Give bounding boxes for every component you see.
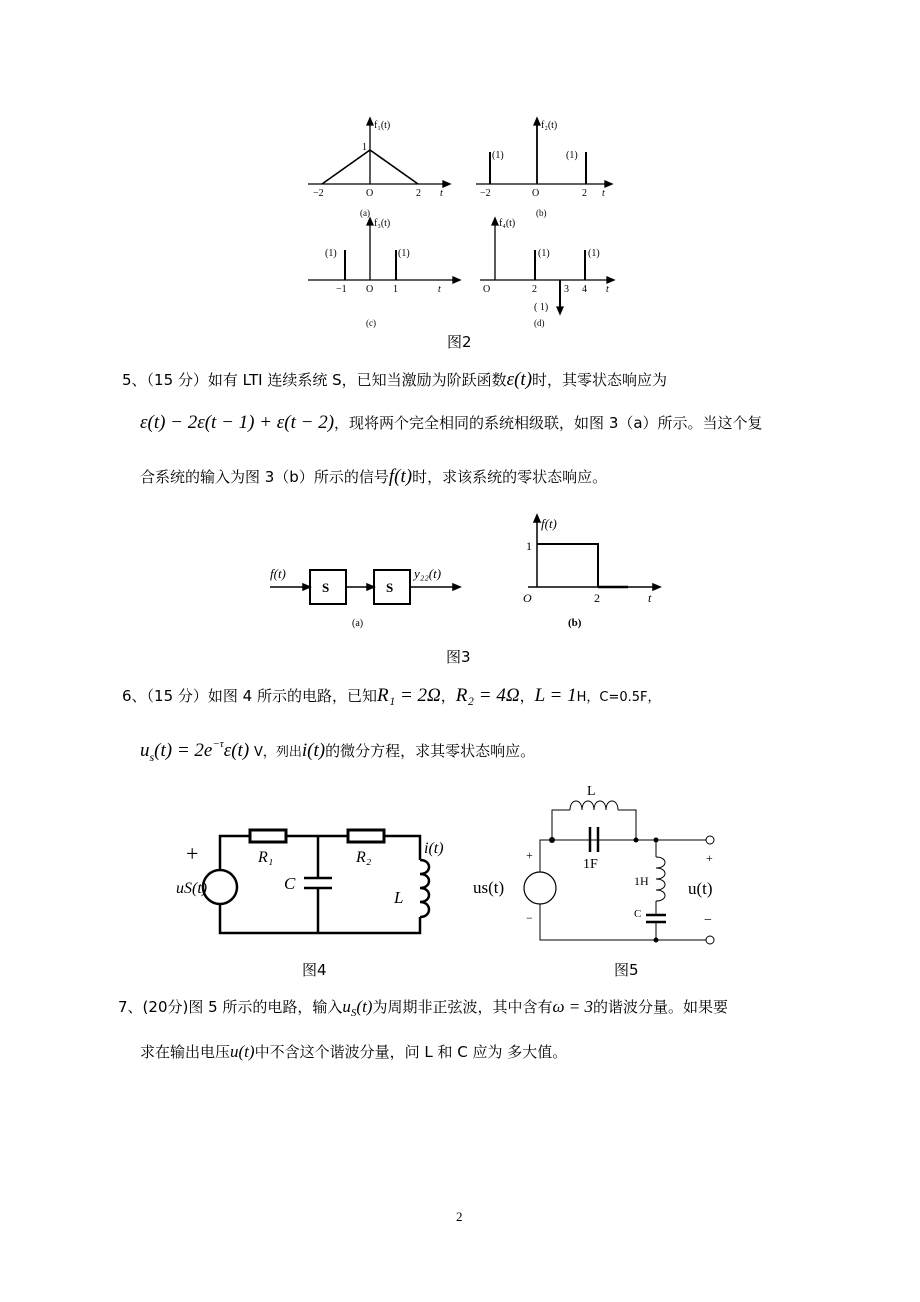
fig3b-origin: O (523, 591, 532, 605)
fig2a-tick: 2 (416, 188, 421, 199)
q5-line2: ε(t) − 2ε(t − 1) + ε(t − 2)，现将两个完全相同的系统相级联，如图 3（a）所示。当这个复 (140, 412, 763, 433)
fig2d-imp: (1) (588, 248, 600, 259)
fig4-r1: R₁ (258, 849, 274, 866)
fig2d-tick: 3 (564, 284, 569, 295)
fig2b-imp: (1) (492, 150, 504, 161)
fig2b-ylabel: f₂(t) (541, 120, 558, 131)
fig2b-tick: −2 (480, 188, 491, 199)
fig2b-tick: O (532, 188, 540, 199)
fig3b-t: t (648, 591, 652, 605)
fig2c-imp: (1) (398, 248, 410, 259)
fig4-i: i(t) (424, 840, 444, 857)
fig3a-input: f(t) (270, 566, 286, 581)
q6-line1: 6、（15 分）如图 4 所示的电路，已知R₁ = 2Ω，R₂ = 4Ω，L = 1H，C=0.5F， (122, 685, 661, 706)
page-number: 2 (456, 1209, 463, 1224)
fig2a-label: (a) (360, 208, 370, 218)
fig2a-tick: −2 (313, 188, 324, 199)
fig2d-tick: 4 (582, 284, 587, 295)
fig2b-label: (b) (536, 208, 547, 218)
q7-line1: 7、(20分)图 5 所示的电路，输入$u_S(t)$为周期非正弦波，其中含有ω = 3的谐波分量。如果要 (118, 997, 728, 1019)
fig2d-tick: O (483, 284, 491, 295)
fig5-c-shunt: C (634, 908, 642, 920)
fig3b-tick: 2 (594, 591, 600, 605)
fig5-l-top: L (587, 784, 596, 799)
fig5-plus-left: + (526, 848, 533, 862)
fig4-source: uS(t) (176, 880, 208, 897)
fig2d-t: t (606, 284, 609, 295)
fig5-output: u(t) (688, 879, 713, 898)
fig2d-label: (d) (534, 318, 545, 328)
fig4-c: C (284, 874, 296, 893)
fig3a-block: S (386, 580, 394, 595)
fig2c-tick: O (366, 284, 374, 295)
q5-line1: 5、（15 分）如有 LTI 连续系统 S，已知当激励为阶跃函数ε(t)时，其零状态响应为 (122, 369, 668, 390)
fig2a-tick: O (366, 188, 374, 199)
fig2c-label: (c) (366, 318, 376, 328)
fig2c-tick: 1 (393, 284, 398, 295)
fig5-l-shunt: 1H (634, 874, 649, 888)
fig2c-t: t (438, 284, 441, 295)
figure-4-caption: 图4 (302, 961, 327, 979)
fig3a-block: S (322, 580, 330, 595)
figure-4 (176, 815, 455, 940)
fig2a-t: t (440, 188, 443, 199)
fig2a-peak: 1 (362, 142, 367, 153)
fig4-plus: + (186, 841, 199, 866)
fig5-minus-right: − (704, 913, 712, 928)
fig2b-imp: (1) (566, 150, 578, 161)
fig5-minus-left: − (526, 911, 533, 925)
fig2a-ylabel: f₁(t) (374, 120, 391, 131)
fig2b-tick: 2 (582, 188, 587, 199)
q7-line2: 求在输出电压u(t)中不含这个谐波分量，问 L 和 C 应为 多大值。 (140, 1042, 568, 1061)
fig5-c-top: 1F (583, 857, 598, 872)
figure-2 (300, 112, 620, 332)
fig2d-ylabel: f₄(t) (499, 218, 516, 229)
fig5-source: us(t) (473, 878, 505, 897)
fig3a-output: y₂₂(t) (414, 566, 442, 581)
figure-5 (470, 772, 730, 944)
figure-2-caption: 图2 (447, 333, 472, 351)
fig3b-level: 1 (526, 539, 532, 553)
fig2d-imp: ( 1) (534, 302, 549, 313)
figure-5-caption: 图5 (614, 961, 639, 979)
fig2c-tick: −1 (336, 284, 347, 295)
figure-3-caption: 图3 (446, 648, 471, 666)
fig4-l: L (394, 888, 404, 907)
q6-line2: $u_s(t) = 2e^{-\tau}\varepsilon(t)$ V，列出i(t)的微分方程，求其零状态响应。 (140, 738, 536, 764)
fig2c-imp: (1) (325, 248, 337, 259)
fig2d-imp: (1) (538, 248, 550, 259)
fig2c-ylabel: f₃(t) (374, 218, 391, 229)
fig5-plus-right: + (706, 851, 713, 865)
fig4-r2: R₂ (356, 849, 372, 866)
fig3b-ylabel: f(t) (541, 516, 557, 531)
fig2d-tick: 2 (532, 284, 537, 295)
fig3a-label: (a) (352, 618, 364, 629)
q5-line3: 合系统的输入为图 3（b）所示的信号f(t)时，求该系统的零状态响应。 (140, 466, 608, 487)
fig3b-label: (b) (568, 617, 582, 629)
fig2b-t: t (602, 188, 605, 199)
figure-3 (262, 510, 672, 640)
